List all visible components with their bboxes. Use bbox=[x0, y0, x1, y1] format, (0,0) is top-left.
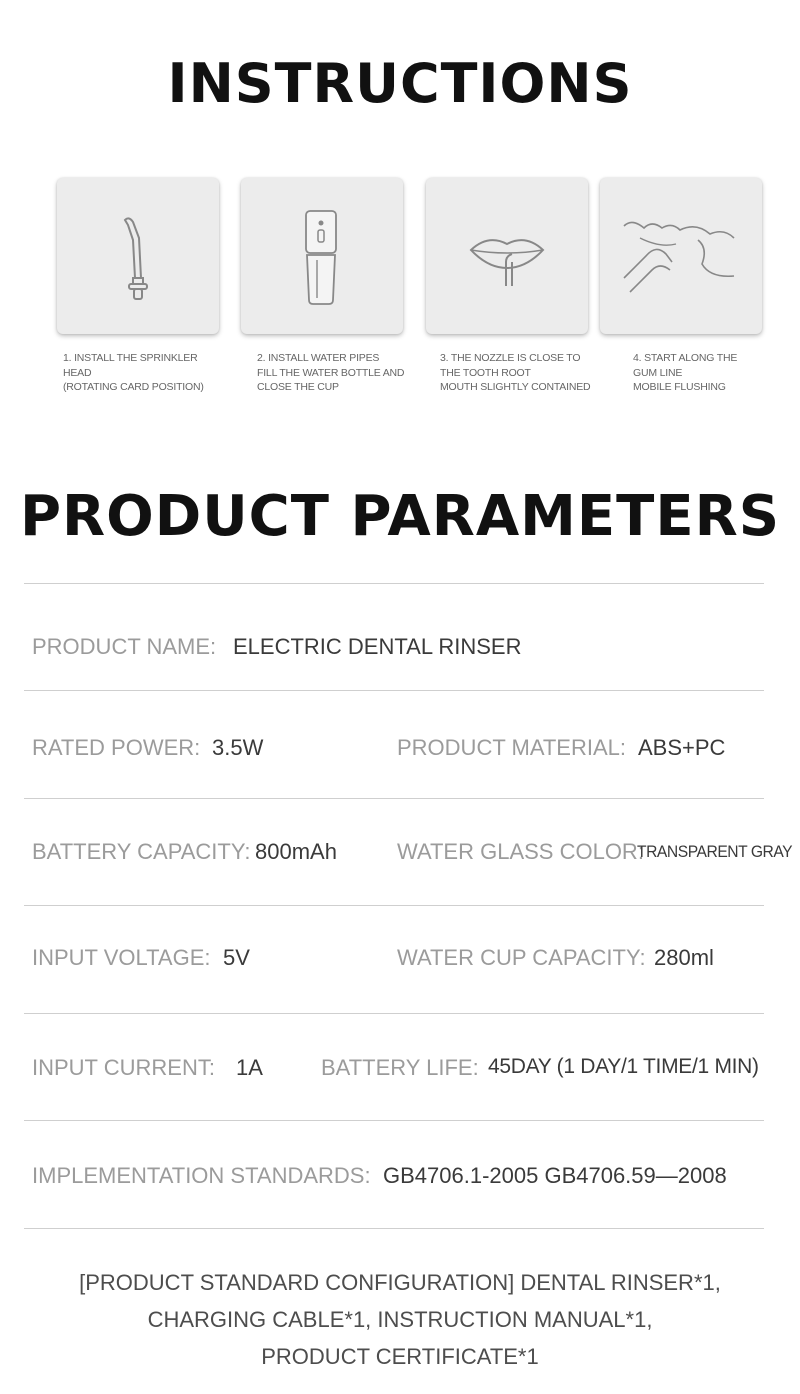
gum-line-icon bbox=[600, 178, 762, 334]
step-2-card bbox=[241, 178, 403, 334]
product-material-value: ABS+PC bbox=[638, 735, 726, 760]
water-cup-capacity-label: WATER CUP CAPACITY: bbox=[397, 945, 646, 970]
water-glass-color-value: TRANSPARENT GRAY bbox=[637, 842, 793, 861]
step-4-label: 4. START ALONG THE GUM LINE MOBILE FLUSHING bbox=[633, 352, 738, 393]
standards-label: IMPLEMENTATION STANDARDS: bbox=[32, 1163, 371, 1188]
divider bbox=[24, 690, 764, 691]
step-2-label: 2. INSTALL WATER PIPES FILL THE WATER BOTTLE AND CLOSE THE CUP bbox=[257, 352, 405, 393]
divider bbox=[24, 1120, 764, 1121]
input-current-label: INPUT CURRENT: bbox=[32, 1055, 215, 1080]
battery-life-value: 45DAY (1 DAY/1 TIME/1 MIN) bbox=[488, 1055, 759, 1078]
input-current-value: 1A bbox=[236, 1055, 263, 1080]
standards-value: GB4706.1-2005 GB4706.59—2008 bbox=[383, 1163, 727, 1188]
battery-capacity-value: 800mAh bbox=[255, 839, 337, 864]
battery-life-label: BATTERY LIFE: bbox=[321, 1055, 479, 1080]
water-cup-capacity-value: 280ml bbox=[654, 945, 714, 970]
step-4-card bbox=[600, 178, 762, 334]
divider bbox=[24, 1228, 764, 1229]
product-parameters-title: PRODUCT PARAMETERS bbox=[19, 484, 781, 549]
divider bbox=[24, 583, 764, 584]
water-glass-color-label: WATER GLASS COLOR: bbox=[397, 839, 644, 864]
rated-power-value: 3.5W bbox=[212, 735, 264, 760]
step-1-card bbox=[57, 178, 219, 334]
water-bottle-icon bbox=[241, 178, 403, 334]
rated-power-label: RATED POWER: bbox=[32, 735, 201, 760]
divider bbox=[24, 798, 764, 799]
product-name-label: PRODUCT NAME: bbox=[32, 634, 217, 659]
instructions-title: INSTRUCTIONS bbox=[167, 52, 633, 115]
input-voltage-value: 5V bbox=[223, 945, 250, 970]
sprinkler-head-icon bbox=[57, 178, 219, 334]
divider bbox=[24, 905, 764, 906]
standard-configuration: [PRODUCT STANDARD CONFIGURATION] DENTAL RINSER*1, CHARGING CABLE*1, INSTRUCTION MANUAL*1, PRODUCT CERTIFICATE*1 bbox=[79, 1270, 721, 1369]
product-material-label: PRODUCT MATERIAL: bbox=[397, 735, 626, 760]
step-1-label: 1. INSTALL THE SPRINKLER HEAD (ROTATING CARD POSITION) bbox=[63, 352, 204, 393]
product-name-value: ELECTRIC DENTAL RINSER bbox=[233, 634, 522, 659]
step-3-card bbox=[426, 178, 588, 334]
battery-capacity-label: BATTERY CAPACITY: bbox=[32, 839, 251, 864]
step-3-label: 3. THE NOZZLE IS CLOSE TO THE TOOTH ROOT MOUTH SLIGHTLY CONTAINED bbox=[440, 352, 591, 393]
mouth-nozzle-icon bbox=[426, 178, 588, 334]
divider bbox=[24, 1013, 764, 1014]
input-voltage-label: INPUT VOLTAGE: bbox=[32, 945, 211, 970]
